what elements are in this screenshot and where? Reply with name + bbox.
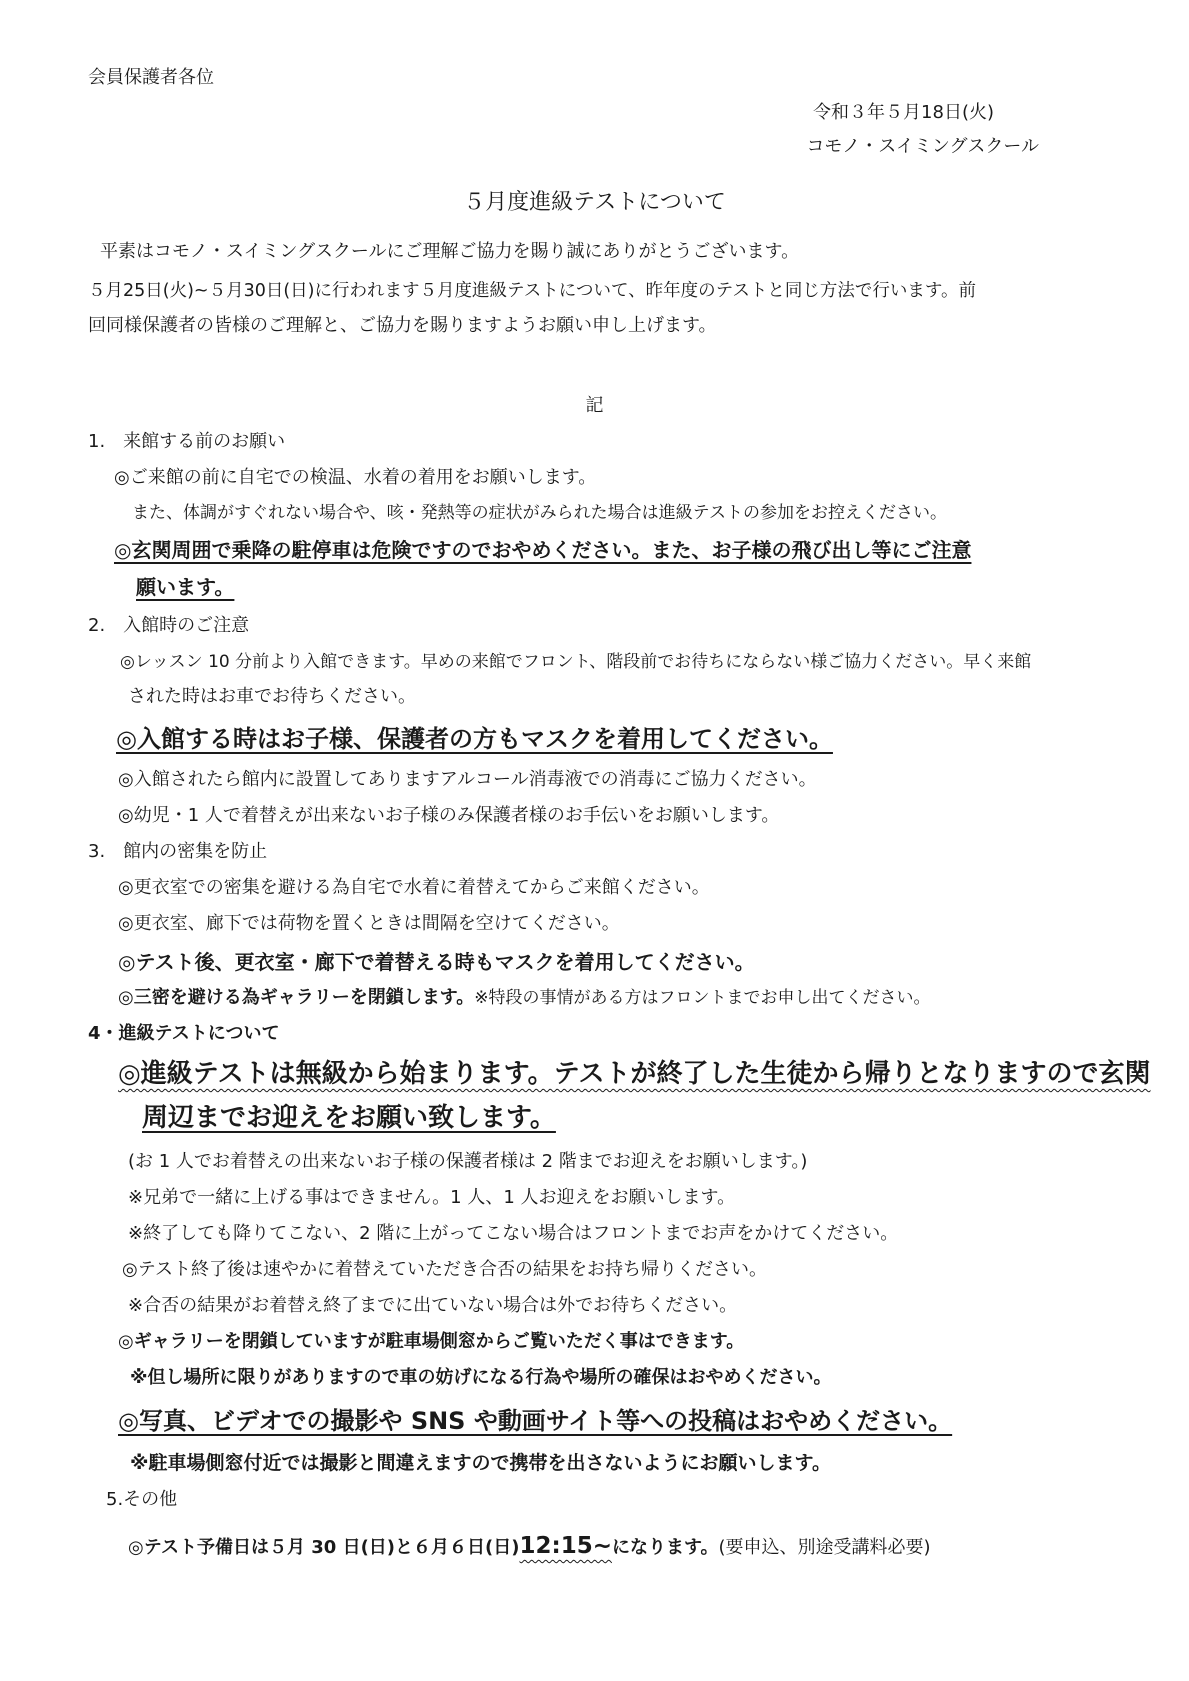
- s3-line-4-bold: ◎三密を避ける為ギャラリーを閉鎖します。: [118, 987, 475, 1008]
- s2-line-4: ◎入館されたら館内に設置してありますアルコール消毒液での消毒にご協力ください。: [118, 769, 817, 790]
- s5-reserve-suffix: になります。: [611, 1537, 719, 1558]
- s4-line-2: 周辺までお迎えをお願い致します。: [142, 1103, 556, 1133]
- s5-reserve-time: 12:15~: [519, 1533, 612, 1559]
- s4-line-9: ※但し場所に限りがありますので車の妨げになる行為や場所の確保はおやめください。: [130, 1367, 832, 1388]
- s5-reserve-dates: ◎テスト予備日は５月 30 日(日)と６月６日(日): [128, 1537, 520, 1558]
- s1-line-1: ◎ご来館の前に自宅での検温、水着の着用をお願いします。: [114, 467, 597, 488]
- intro-line-3: 回同様保護者の皆様のご理解と、ご協力を賜りますようお願い申し上げます。: [88, 315, 717, 336]
- s5-line-1: [128, 1534, 931, 1560]
- sender: コモノ・スイミングスクール: [806, 136, 1039, 157]
- s4-line-10: ◎写真、ビデオでの撮影や SNS や動画サイト等への投稿はおやめください。: [118, 1407, 953, 1435]
- s2-line-1: ◎レッスン 10 分前より入館できます。早めの来館でフロント、階段前でお待ちにならない様ご協力ください。早く来館: [120, 652, 1032, 672]
- s2-line-5: ◎幼児・1 人で着替えが出来ないお子様のみ保護者様のお手伝いをお願いします。: [118, 805, 780, 826]
- s2-line-3: ◎入館する時はお子様、保護者の方もマスクを着用してください。: [116, 725, 833, 753]
- section-2-heading: 2. 入館時のご注意: [88, 615, 250, 636]
- s4-line-4: ※兄弟で一緒に上げる事はできません。1 人、1 人お迎えをお願いします。: [128, 1187, 736, 1208]
- ki-label: 記: [585, 395, 604, 416]
- section-1-heading: 1. 来館する前のお願い: [88, 431, 286, 452]
- s5-reserve-note: (要申込、別途受講料必要): [718, 1537, 931, 1558]
- s4-line-3: (お 1 人でお着替えの出来ないお子様の保護者様は 2 階までお迎えをお願いします。): [128, 1151, 808, 1172]
- section-4-heading: 4・進級テストについて: [88, 1023, 280, 1044]
- s1-line-2: また、体調がすぐれない場合や、咳・発熱等の症状がみられた場合は進級テストの参加をお控えください。: [132, 503, 947, 523]
- s3-line-3: ◎テスト後、更衣室・廊下で着替える時もマスクを着用してください。: [118, 950, 755, 974]
- document-title: ５月度進級テストについて: [463, 190, 726, 215]
- section-5-heading: 5.その他: [106, 1489, 178, 1510]
- s3-line-2: ◎更衣室、廊下では荷物を置くときは間隔を空けてください。: [118, 913, 620, 934]
- s4-line-1: ◎進級テストは無級から始まります。テストが終了した生徒から帰りとなりますので玄関: [118, 1059, 1151, 1089]
- intro-line-2: ５月25日(火)~５月30日(日)に行われます５月度進級テストについて、昨年度のテストと同じ方法で行います。前: [88, 281, 977, 301]
- s3-line-4-note: ※特段の事情がある方はフロントまでお申し出てください。: [474, 988, 931, 1008]
- s4-line-11: ※駐車場側窓付近では撮影と間違えますので携帯を出さないようにお願いします。: [130, 1452, 831, 1474]
- s3-line-1: ◎更衣室での密集を避ける為自宅で水着に着替えてからご来館ください。: [118, 877, 710, 898]
- s1-line-4: 願います。: [136, 575, 235, 599]
- s4-line-5: ※終了しても降りてこない、2 階に上がってこない場合はフロントまでお声をかけてください。: [128, 1223, 899, 1244]
- s1-line-3: ◎玄関周囲で乗降の駐停車は危険ですのでおやめください。また、お子様の飛び出し等にご注意: [114, 538, 972, 562]
- issue-date: 令和３年５月18日(火): [813, 102, 994, 123]
- s4-line-6: ◎テスト終了後は速やかに着替えていただき合否の結果をお持ち帰りください。: [122, 1259, 767, 1280]
- recipient: 会員保護者各位: [88, 67, 214, 88]
- intro-line-1: 平素はコモノ・スイミングスクールにご理解ご協力を賜り誠にありがとうございます。: [100, 241, 800, 262]
- s2-line-2: された時はお車でお待ちください。: [128, 686, 416, 707]
- s4-line-8: ◎ギャラリーを閉鎖していますが駐車場側窓からご覧いただく事はできます。: [118, 1331, 745, 1352]
- s4-line-7: ※合否の結果がお着替え終了までに出ていない場合は外でお待ちください。: [128, 1295, 738, 1316]
- section-3-heading: 3. 館内の密集を防止: [88, 841, 268, 862]
- s3-line-4: [118, 986, 931, 1010]
